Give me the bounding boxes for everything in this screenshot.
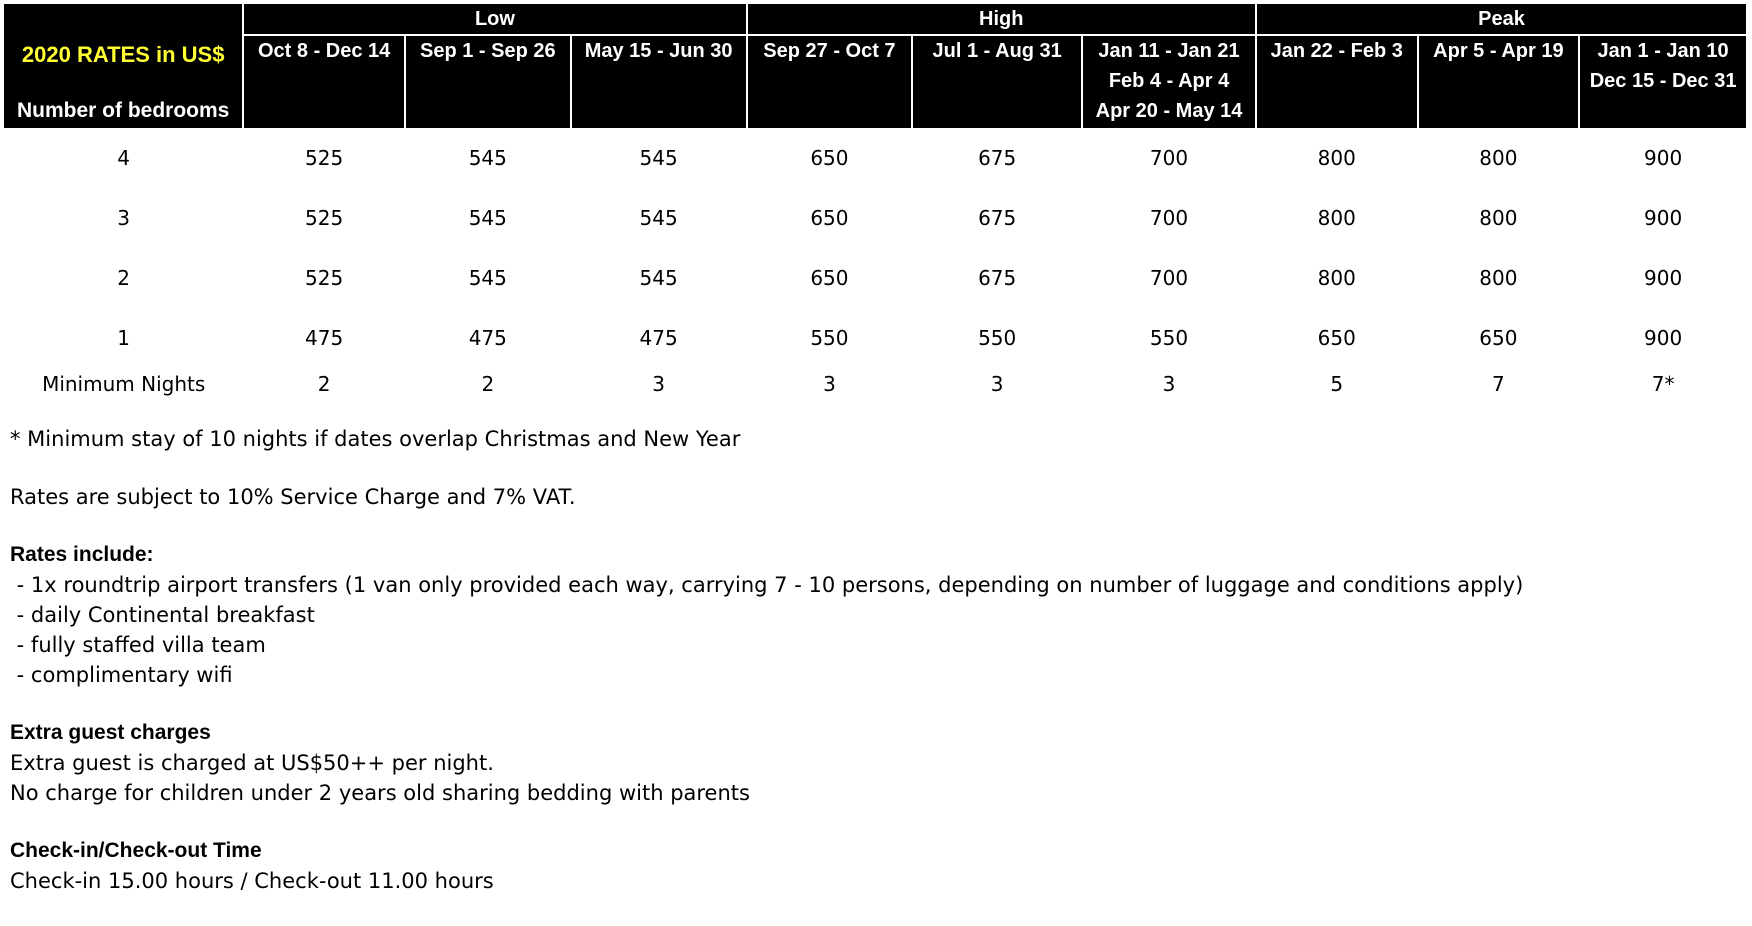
rate-cell: 675 (978, 146, 1017, 170)
rate-cell: 545 (639, 206, 678, 230)
season-low-header: Low (243, 4, 746, 35)
rate-cell: 525 (305, 266, 344, 290)
minimum-nights-cell: 7 (1492, 372, 1505, 396)
table-row (4, 248, 1747, 308)
rate-cell: 525 (305, 206, 344, 230)
includes-item: - 1x roundtrip airport transfers (1 van only provided each way, carrying 7 - 10 persons, depending on number of luggage and conditions apply) (10, 573, 1524, 597)
bedroom-count-cell: 3 (117, 206, 131, 230)
rate-cell: 800 (1479, 146, 1518, 170)
rate-cell: 700 (1149, 206, 1189, 230)
season-high-header: High (747, 4, 1256, 35)
date-range-header: Jan 22 - Feb 3 (1256, 35, 1418, 128)
extra-guest-heading: Extra guest charges (10, 721, 211, 744)
rate-cell: 545 (468, 266, 507, 290)
rate-cell: 650 (1317, 326, 1356, 350)
minimum-nights-cell: 7* (1651, 372, 1675, 396)
rate-cell: 900 (1644, 326, 1683, 350)
includes-heading: Rates include: (10, 543, 154, 566)
rate-cell: 900 (1644, 146, 1683, 170)
includes-item: - complimentary wifi (10, 663, 233, 687)
date-range-header: Jul 1 - Aug 31 (912, 35, 1082, 128)
rate-cell: 545 (639, 266, 678, 290)
rate-cell: 650 (810, 146, 849, 170)
service-charge-note: Rates are subject to 10% Service Charge and 7% VAT. (10, 485, 576, 509)
rate-cell: 650 (810, 206, 849, 230)
rate-cell: 800 (1479, 206, 1518, 230)
rate-cell: 475 (305, 326, 344, 350)
includes-item: - daily Continental breakfast (10, 603, 315, 627)
rate-cell: 545 (468, 206, 507, 230)
rate-cell: 475 (639, 326, 678, 350)
bedroom-count-cell: 4 (117, 146, 131, 170)
checkin-line: Check-in 15.00 hours / Check-out 11.00 hours (10, 869, 494, 893)
minimum-nights-row (4, 368, 1747, 400)
minimum-nights-cell: 3 (990, 372, 1004, 396)
rate-cell: 800 (1317, 266, 1356, 290)
date-range-header: Jan 11 - Jan 21 Feb 4 - Apr 4 Apr 20 - May 14 (1082, 35, 1256, 128)
rate-cell: 675 (978, 266, 1017, 290)
footnote: * Minimum stay of 10 nights if dates overlap Christmas and New Year (10, 427, 741, 451)
date-range-header: Apr 5 - Apr 19 (1418, 35, 1580, 128)
rates-table (4, 4, 1748, 400)
rate-cell: 800 (1317, 146, 1356, 170)
minimum-nights-cell: 2 (481, 372, 495, 396)
minimum-nights-cell: 3 (1162, 372, 1176, 396)
season-peak-header: Peak (1256, 4, 1747, 35)
date-range-header: Sep 1 - Sep 26 (405, 35, 571, 128)
rate-cell: 545 (468, 146, 507, 170)
rate-cell: 700 (1149, 266, 1189, 290)
minimum-nights-cell: 5 (1330, 372, 1344, 396)
table-title: 2020 RATES in US$ (21, 42, 225, 67)
rate-cell: 800 (1479, 266, 1518, 290)
table-row (4, 128, 1747, 188)
rate-cell: 525 (305, 146, 344, 170)
rate-cell: 650 (810, 266, 849, 290)
rate-cell: 550 (1149, 326, 1189, 350)
rate-cell: 650 (1479, 326, 1518, 350)
rate-cell: 700 (1149, 146, 1189, 170)
date-range-header: Oct 8 - Dec 14 (243, 35, 405, 128)
rate-cell: 545 (639, 146, 678, 170)
bedrooms-header: Number of bedrooms (16, 99, 230, 122)
checkin-heading: Check-in/Check-out Time (10, 839, 262, 862)
rate-cell: 550 (810, 326, 849, 350)
rate-cell: 475 (468, 326, 507, 350)
rate-cell: 800 (1317, 206, 1356, 230)
minimum-nights-cell: 2 (317, 372, 331, 396)
rate-cell: 675 (978, 206, 1017, 230)
includes-item: - fully staffed villa team (10, 633, 266, 657)
minimum-nights-label: Minimum Nights (42, 372, 206, 396)
table-row (4, 188, 1747, 248)
notes-section (10, 424, 1523, 896)
minimum-nights-cell: 3 (823, 372, 836, 396)
rate-cell: 900 (1644, 266, 1683, 290)
extra-guest-line: No charge for children under 2 years old sharing bedding with parents (10, 781, 750, 805)
table-row (4, 308, 1747, 368)
table-title-cell (4, 4, 243, 128)
date-range-header: Sep 27 - Oct 7 (747, 35, 913, 128)
rate-cell: 900 (1644, 206, 1683, 230)
date-range-header: Jan 1 - Jan 10 Dec 15 - Dec 31 (1579, 35, 1747, 128)
minimum-nights-cell: 3 (652, 372, 665, 396)
bedroom-count-cell: 1 (117, 326, 131, 350)
rate-cell: 550 (978, 326, 1017, 350)
date-range-header: May 15 - Jun 30 (571, 35, 747, 128)
extra-guest-line: Extra guest is charged at US$50++ per night. (10, 751, 494, 775)
bedroom-count-cell: 2 (117, 266, 131, 290)
